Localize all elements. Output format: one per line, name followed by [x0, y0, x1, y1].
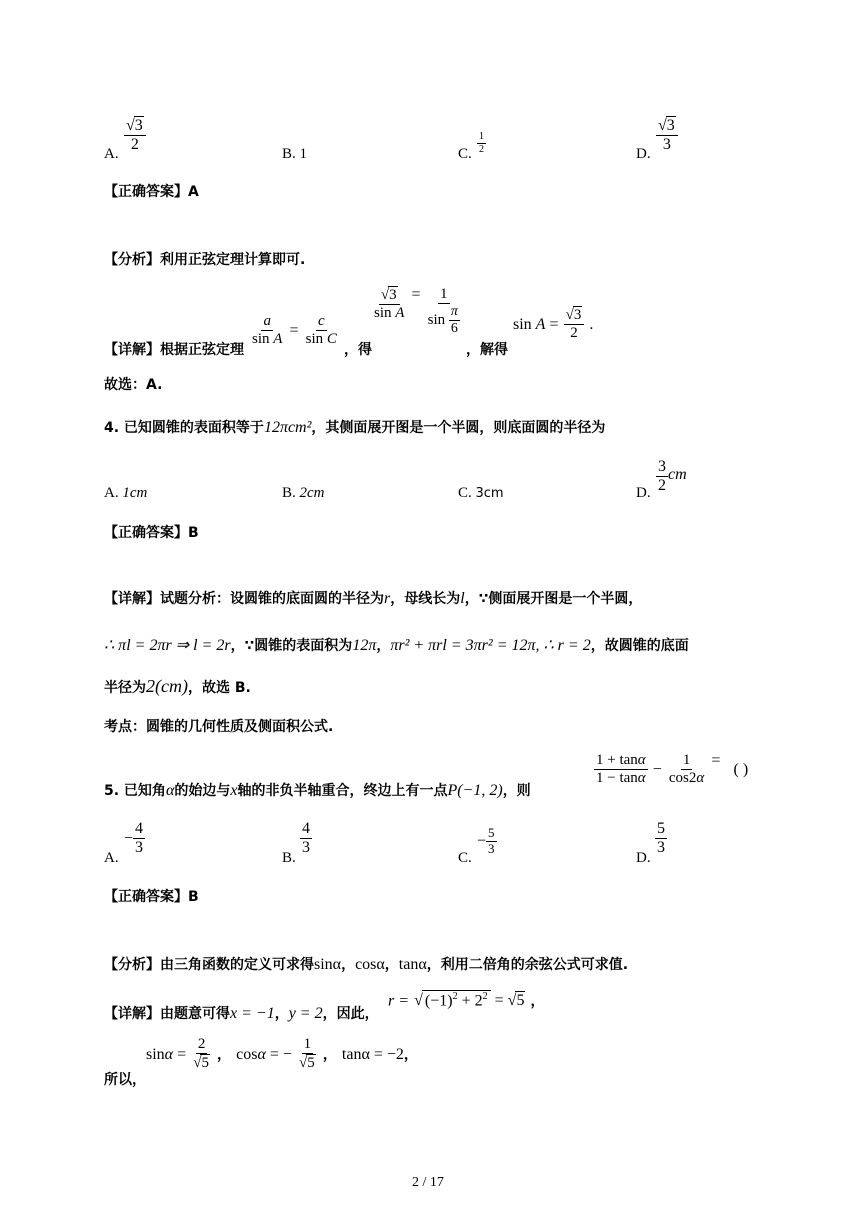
q3-option-a-label: A.	[104, 146, 119, 162]
q5-detail: 【详解】由题意可得x = −1，y = 2，因此，	[104, 1005, 379, 1022]
q4-option-a-value: 1cm	[122, 485, 148, 501]
q5-expression: $\frac{1 + \tan\alpha}{1 - \tan\alpha}$ − $\frac{1}{\cos 2\alpha}$ = ( )	[596, 752, 749, 787]
q3-option-b-label: B.	[282, 146, 296, 162]
q5-option-a-value: − $\frac{4}{3}$	[124, 820, 144, 857]
q3-option-c-value: $\frac{1}{2}$	[479, 131, 484, 155]
q4-kaodian: 考点：圆锥的几何性质及侧面积公式.	[104, 719, 334, 735]
q3-option-d-value: $\frac{√3}{3}$	[656, 116, 678, 155]
q3-result: sin A = $\frac{√3}{2}$ .	[513, 307, 594, 342]
q4-detail-line1: 【详解】试题分析：设圆锥的底面圆的半径为r，母线长为l，∵侧面展开图是一个半圆，	[104, 590, 643, 607]
q5-answer: 【正确答案】B	[104, 889, 199, 905]
q3-option-b-value: 1	[299, 146, 308, 162]
q4-stem-area: 12πcm²	[263, 419, 312, 436]
q4-detail-line3: 半径为2(cm)，故选 B.	[104, 676, 251, 696]
q3-analysis: 【分析】利用正弦定理计算即可.	[104, 252, 306, 268]
q5-radius: r = √ $(-1)^2 + 2^2 = √5$ ，	[388, 991, 545, 1010]
q5-option-d-label: D.	[636, 850, 651, 866]
page-number: 2 / 17	[412, 1175, 444, 1190]
q4-detail-line2: ∴ πl = 2πr ⇒ l = 2r，∵圆锥的表面积为12π，πr² + πrl = 3πr² = 12π, ∴ r = 2，故圆锥的底面	[104, 637, 689, 654]
q3-option-b	[282, 146, 307, 163]
q3-answer: 【正确答案】A	[104, 184, 199, 200]
q4-option-c: C. 3cm	[458, 485, 504, 501]
q5-point: P(−1, 2)	[447, 782, 503, 799]
q5-stem: 5. 已知角α的始边与x轴的非负半轴重合，终边上有一点P(−1, 2)，则	[104, 782, 531, 799]
q5-analysis: 【分析】由三角函数的定义可求得sinα，cosα，tanα，利用二倍角的余弦公式可求值.	[104, 956, 629, 973]
q3-option-a-value: $\frac{√3}{2}$	[124, 116, 146, 155]
q4-answer: 【正确答案】B	[104, 525, 199, 541]
q4-option-b: B. 2cm	[282, 485, 325, 501]
q5-option-d-value: $\frac{5}{3}$	[657, 820, 665, 857]
q3-option-c-label: C.	[458, 146, 472, 162]
q3-detail-solve: ，解得	[466, 342, 508, 358]
q5-suoyi: 所以，	[104, 1072, 146, 1088]
q5-option-b-label: B.	[282, 850, 296, 866]
q3-conclusion: 故选：A.	[104, 377, 163, 393]
q5-sin-cos-tan: sinα = $\frac{2}{√5}$ ， cosα = − $\frac{1}{√5}$ ， tanα = −2，	[146, 1036, 418, 1072]
q4-option-c-value: 3cm	[475, 486, 504, 501]
q5-option-c-value: − $\frac{5}{3}$	[477, 825, 495, 856]
q5-option-a-label: A.	[104, 850, 119, 866]
q4-option-d-value: $\frac{3}{2}$ cm	[658, 458, 687, 495]
q5-option-c-label: C.	[458, 850, 472, 866]
q3-detail-mid: ，得	[344, 342, 372, 358]
q4-option-a: A. 1cm	[104, 485, 148, 501]
q3-option-d-label: D.	[636, 146, 651, 162]
q4-option-b-value: 2cm	[299, 485, 325, 501]
q3-detail-prefix: 【详解】根据正弦定理	[104, 342, 244, 358]
q4-option-d-label: D.	[636, 485, 651, 501]
q4-stem: 4. 已知圆锥的表面积等于12πcm²，其侧面展开图是一个半圆，则底面圆的半径为	[104, 419, 606, 436]
q3-substitution: $\frac{√3}{\text{sin A}}$ = 1 sin $\frac{\pi}{6}$	[374, 286, 458, 337]
q5-option-b-value: $\frac{4}{3}$	[302, 820, 310, 857]
q3-law-of-sines: $\frac{a}{\text{sin A}}$ = $\frac{c}{\text{sin C}}$	[252, 313, 337, 348]
q5-blank: ( )	[733, 760, 749, 778]
